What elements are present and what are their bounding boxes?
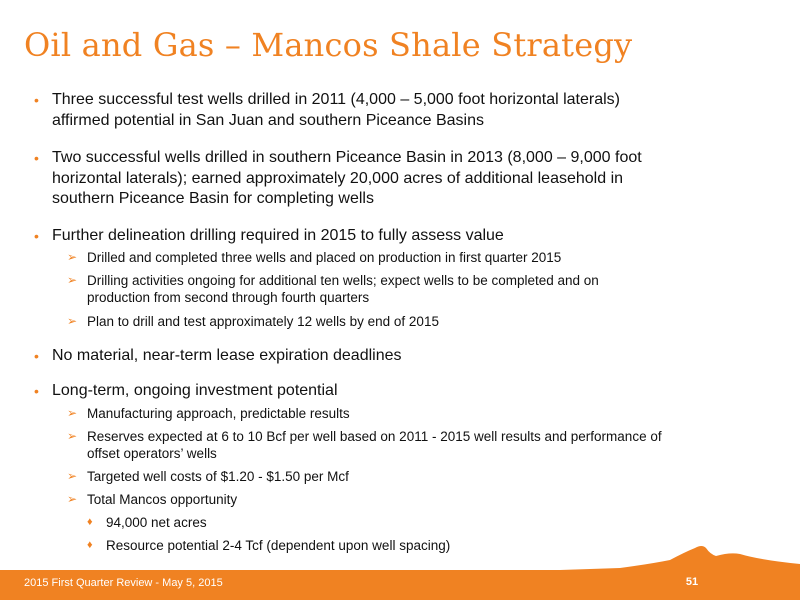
arrow-bullet-icon: ➢ <box>67 492 78 506</box>
bullet-line: Three successful test wells drilled in 2011 (4,000 – 5,000 foot horizontal laterals) <box>52 91 621 108</box>
arrow-bullet-icon: ➢ <box>67 314 78 328</box>
bullet-dot-icon: • <box>34 92 39 108</box>
sub-bullet-line: Reserves expected at 6 to 10 Bcf per well based on 2011 - 2015 well results and performance of <box>87 429 662 444</box>
bullet-line: Further delineation drilling required in 2015 to fully assess value <box>52 227 504 244</box>
sub-bullet-item <box>67 428 767 462</box>
page-number: 51 <box>685 576 699 588</box>
bullet-dot-icon: • <box>34 383 39 399</box>
arrow-bullet-icon: ➢ <box>67 250 78 264</box>
bullet-line: horizontal laterals); earned approximately 20,000 acres of additional leasehold in <box>52 169 624 187</box>
footer-text: 2015 First Quarter Review - May 5, 2015 <box>24 577 223 589</box>
bullet-dot-icon: • <box>34 228 39 244</box>
bullet-item <box>34 148 742 210</box>
slide-title: Oil and Gas – Mancos Shale Strategy <box>24 26 633 64</box>
bullet-item <box>34 346 742 367</box>
bullet-item <box>34 381 742 402</box>
bullet-dot-icon: • <box>34 348 39 364</box>
sub-sub-bullet-item <box>87 514 746 531</box>
diamond-bullet-icon: ♦ <box>87 539 93 551</box>
sub-bullet-line: offset operators’ wells <box>87 446 217 461</box>
sub-bullet-item <box>67 272 767 306</box>
bullet-item <box>34 90 742 131</box>
sub-bullet-item <box>67 249 767 266</box>
sub-bullet-line: Manufacturing approach, predictable results <box>87 406 350 421</box>
sub-bullet-item <box>67 491 767 508</box>
bullet-line: affirmed potential in San Juan and southern Piceance Basins <box>52 111 484 129</box>
sub-bullet-line: Total Mancos opportunity <box>87 492 238 507</box>
arrow-bullet-icon: ➢ <box>67 273 78 287</box>
sub-bullet-line: Plan to drill and test approximately 12 wells by end of 2015 <box>87 314 439 329</box>
mountain-logo-icon <box>560 538 800 572</box>
sub-sub-bullet-line: Resource potential 2-4 Tcf (dependent upon well spacing) <box>106 538 451 553</box>
arrow-bullet-icon: ➢ <box>67 406 78 420</box>
bullet-line: Two successful wells drilled in southern Piceance Basin in 2013 (8,000 – 9,000 foot <box>52 149 642 166</box>
sub-sub-bullet-line: 94,000 net acres <box>106 515 207 530</box>
bullet-line: southern Piceance Basin for completing wells <box>52 190 374 207</box>
bullet-item <box>34 226 742 247</box>
sub-bullet-line: Drilling activities ongoing for additional ten wells; expect wells to be completed and on <box>87 273 599 288</box>
sub-bullet-line: Targeted well costs of $1.20 - $1.50 per Mcf <box>87 469 349 484</box>
bullet-line: No material, near-term lease expiration deadlines <box>52 347 402 364</box>
bullet-dot-icon: • <box>34 150 39 166</box>
arrow-bullet-icon: ➢ <box>67 429 78 443</box>
bullet-line: Long-term, ongoing investment potential <box>52 382 338 399</box>
arrow-bullet-icon: ➢ <box>67 469 78 483</box>
diamond-bullet-icon: ♦ <box>87 516 93 528</box>
sub-bullet-line: Drilled and completed three wells and placed on production in first quarter 2015 <box>87 250 562 265</box>
sub-bullet-item <box>67 468 767 485</box>
sub-bullet-item <box>67 313 767 330</box>
sub-bullet-item <box>67 405 767 422</box>
sub-bullet-line: production from second through fourth quarters <box>87 290 370 305</box>
